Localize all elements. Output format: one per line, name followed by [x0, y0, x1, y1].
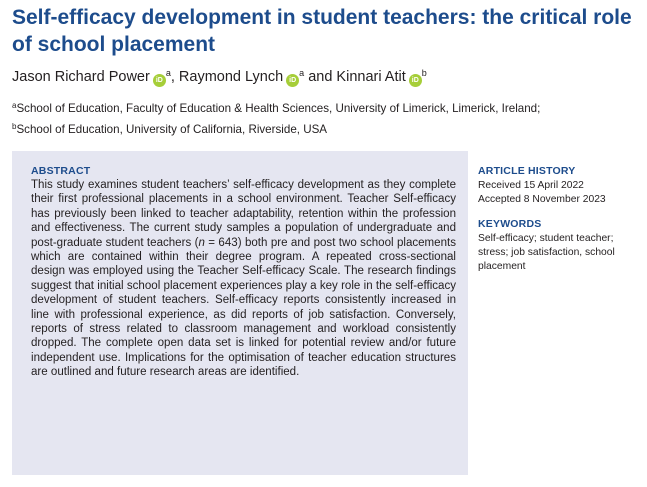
orcid-icon[interactable]: iD: [286, 74, 299, 87]
author-separator: and: [304, 69, 337, 85]
abstract-text-part-2: = 643) both pre and post two school placements which are contained within their degree program. A repeated cross-sectional design was employed using the Teacher Self-efficacy Scale. The research findings suggest that initial school placement experiences play a key role in the self-efficacy development of student teachers. Self-efficacy reports consistently increased in line with professional experience, as did reports of job satisfaction. Conversely, reports of stress related to classroom management and workload consistently dropped. The complete open data set is linked for potential review and/or future independent use. Implications for the optimisation of teacher education structures are outlined and future research areas are identified.: [31, 236, 456, 379]
article-title: Self-efficacy development in student teachers: the critical role of school placement: [12, 6, 632, 56]
abstract-text-part-1: This study examines student teachers’ self-efficacy development as they complete their first professional placements in a school environment. Teacher Self-efficacy has previously been linked to teacher adaptability, retention within the profession and effectiveness. The current study samples a population of undergraduate and post-graduate student teachers (: [31, 179, 456, 249]
keywords-heading: KEYWORDS: [478, 218, 542, 230]
author-separator: ,: [170, 69, 179, 85]
author-list: [12, 64, 637, 87]
accepted-date: Accepted 8 November 2023: [478, 194, 606, 205]
author-name[interactable]: Jason Richard Power: [12, 69, 150, 85]
received-date: Received 15 April 2022: [478, 180, 584, 191]
abstract-text: [31, 178, 456, 380]
author-name[interactable]: Kinnari Atit: [336, 69, 406, 85]
affiliation-a: [12, 97, 637, 118]
abstract-box: [12, 151, 468, 475]
author-name[interactable]: Raymond Lynch: [178, 69, 284, 85]
affiliation-marker: a: [12, 101, 17, 110]
sample-size-symbol: n: [198, 236, 205, 249]
article-sidebar: [478, 164, 628, 274]
affiliation-text: School of Education, Faculty of Education & Health Sciences, University of Limerick, Limerick, Ireland;: [16, 102, 541, 115]
orcid-icon[interactable]: iD: [409, 74, 422, 87]
affiliation-b: [12, 118, 637, 139]
affiliation-marker: b: [12, 122, 17, 131]
orcid-icon[interactable]: iD: [153, 74, 166, 87]
article-history-heading: ARTICLE HISTORY: [478, 165, 576, 177]
affiliations: [12, 97, 637, 139]
affiliation-marker: a: [165, 68, 171, 78]
keywords-list: Self-efficacy; student teacher; stress; job satisfaction, school placement: [478, 233, 615, 272]
affiliation-marker: b: [421, 68, 427, 78]
affiliation-text: School of Education, University of California, Riverside, USA: [16, 123, 328, 136]
abstract-heading: ABSTRACT: [31, 165, 91, 177]
affiliation-marker: a: [299, 68, 305, 78]
